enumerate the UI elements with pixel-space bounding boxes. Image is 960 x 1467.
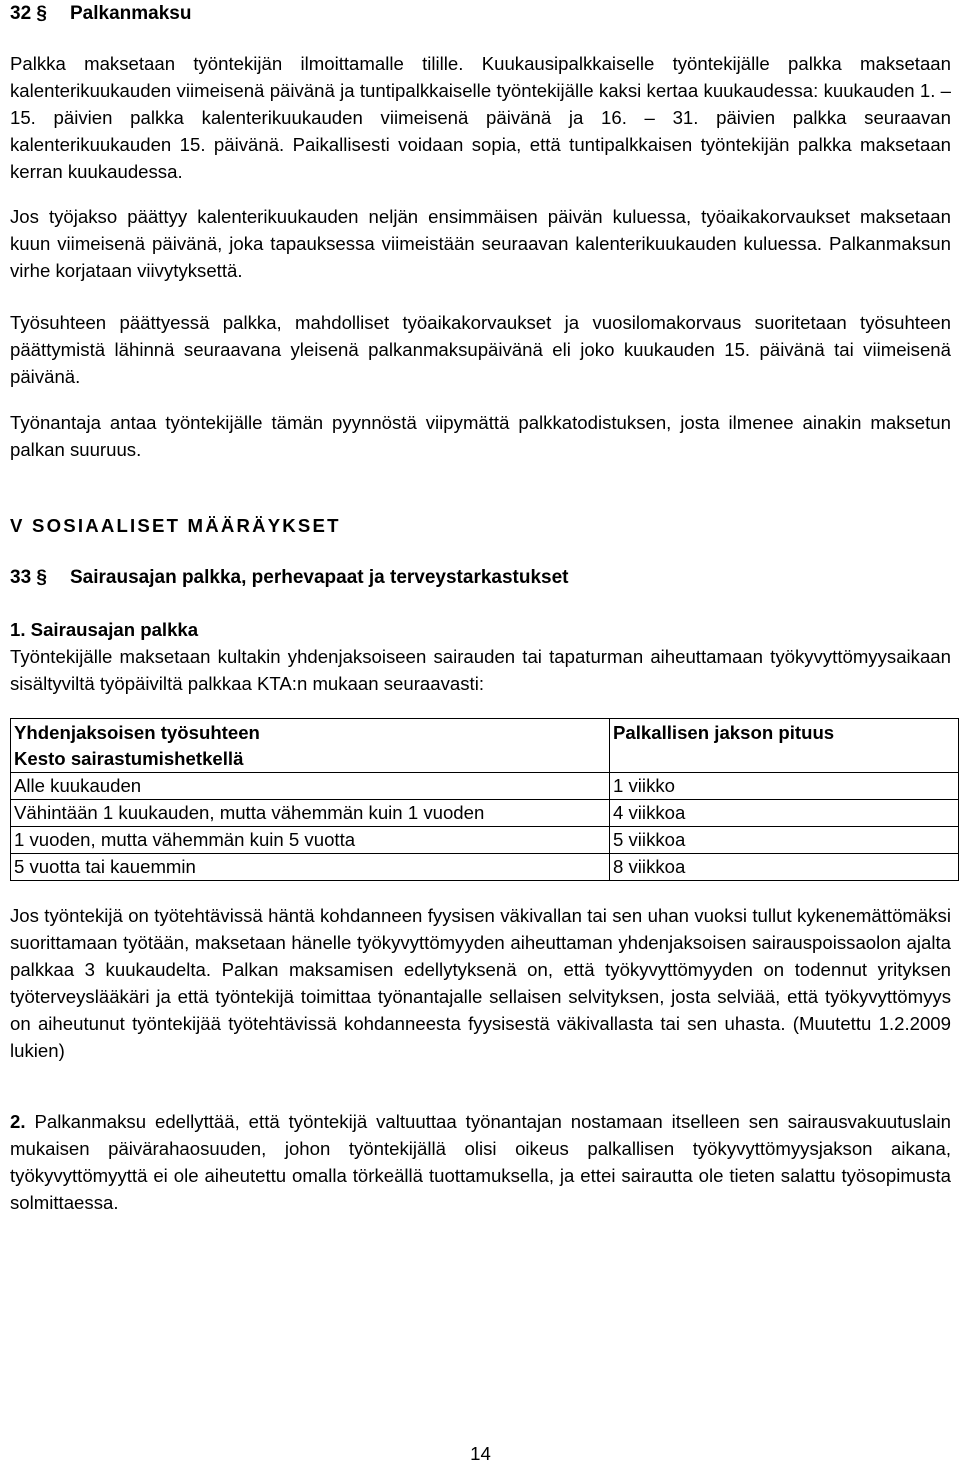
table-row bbox=[11, 827, 959, 854]
item-number: 2. bbox=[10, 1111, 26, 1132]
subsection-sick-pay bbox=[10, 616, 951, 697]
paragraph-text: Työntekijälle maksetaan kultakin yhdenjaksoiseen sairauden tai tapaturman aiheuttamaan työkyvyttömyysaikaan sisältyviltä työpäiviltä palkkaa KTA:n mukaan seuraavasti: bbox=[10, 646, 951, 694]
paragraph-text bbox=[10, 1108, 951, 1216]
paragraph-termination bbox=[10, 309, 951, 390]
paragraph-condition bbox=[10, 1108, 951, 1216]
table-cell-length: 5 viikkoa bbox=[610, 827, 959, 854]
table-row bbox=[11, 773, 959, 800]
table-cell-duration: 1 vuoden, mutta vähemmän kuin 5 vuotta bbox=[11, 827, 610, 854]
paragraph-text: Työnantaja antaa työntekijälle tämän pyynnöstä viipymättä palkkatodistuksen, josta ilmenee ainakin maksetun palkan suuruus. bbox=[10, 412, 951, 460]
chapter-heading: V SOSIAALISET MÄÄRÄYKSET bbox=[10, 515, 341, 536]
heading bbox=[10, 564, 951, 591]
table-cell-length: 8 viikkoa bbox=[610, 854, 959, 881]
paragraph-pay-certificate bbox=[10, 409, 951, 463]
table-header-row bbox=[11, 719, 959, 773]
item-text: Palkanmaksu edellyttää, että työntekijä valtuuttaa työnantajan nostamaan itselleen sen sairausvakuutuslain mukaisen päivärahaosuuden, johon työntekijällä olisi oikeus palkallisen työkyvyttömyysjakson aikana, työkyvyttömyyttä ei ole aiheutettu omalla törkeällä tuottamuksella, ja ettei sairautta ole tieten salattu työsopimusta solmittaessa. bbox=[10, 1111, 952, 1213]
table-header-cell bbox=[11, 719, 610, 773]
paragraph-text: Palkka maksetaan työntekijän ilmoittamalle tilille. Kuukausipalkkaiselle työntekijälle palkka maksetaan kalenterikuukauden viimeisenä päivänä ja tuntipalkkaiselle työntekijälle kaksi kertaa kuukaudessa: kuukauden 1. – 15. päivien palkka kalenterikuukauden viimeisenä päivänä ja 16. – 31. päivien palkka seuraavan kalenterikuukauden 15. päivänä. Paikallisesti voidaan sopia, että tuntipalkkaisen työntekijän palkka maksetaan kerran kuukaudessa. bbox=[10, 53, 951, 182]
paragraph-text: Jos työjakso päättyy kalenterikuukauden neljän ensimmäisen päivän kuluessa, työaikakorvaukset maksetaan kuun viimeisenä päivänä, joka tapauksessa viimeistään seuraavan kalenterikuukauden kuluessa. Palkanmaksun virhe korjataan viivytyksettä. bbox=[10, 206, 951, 281]
page-number: 14 bbox=[470, 1443, 491, 1464]
paragraph-work-period bbox=[10, 203, 951, 284]
table-cell-duration: Vähintään 1 kuukauden, mutta vähemmän kuin 1 vuoden bbox=[11, 800, 610, 827]
section-33-heading bbox=[10, 564, 951, 591]
header-line: Kesto sairastumishetkellä bbox=[14, 748, 244, 769]
section-title: Palkanmaksu bbox=[70, 3, 192, 24]
table-row bbox=[11, 854, 959, 881]
table-cell-length: 1 viikko bbox=[610, 773, 959, 800]
subsection-title: 1. Sairausajan palkka bbox=[10, 619, 199, 640]
sick-pay-table bbox=[10, 718, 959, 881]
paragraph-violence bbox=[10, 902, 951, 1064]
section-32-heading bbox=[10, 0, 951, 27]
paragraph-text: Jos työntekijä on työtehtävissä häntä kohdanneen fyysisen väkivallan tai sen uhan vuoksi tullut kykenemättömäksi suorittamaan työtään, maksetaan hänelle työkyvyttömyyden aiheuttaman yhdenjaksoisen sairauspoissaolon ajalta palkkaa 3 kuukaudelta. Palkan maksamisen edellytyksenä on, että työkyvyttömyyden on todennut yrityksen työterveyslääkäri ja että työntekijä toimittaa työnantajalle sellaisen selvityksen, josta selviää, että työkyvyttömyys on aiheutunut työntekijää työtehtävissä kohdanneesta fyysisestä väkivallasta tai sen uhasta. (Muutettu 1.2.2009 lukien) bbox=[10, 905, 951, 1061]
paragraph-text: Työsuhteen päättyessä palkka, mahdolliset työaikakorvaukset ja vuosilomakorvaus suoritetaan työsuhteen päättymistä lähinnä seuraavana yleisenä palkanmaksupäivänä eli joko kuukauden 15. päivänä tai viimeisenä päivänä. bbox=[10, 312, 951, 387]
table-row bbox=[11, 800, 959, 827]
section-number: 33 § bbox=[10, 567, 47, 588]
table-cell-length: 4 viikkoa bbox=[610, 800, 959, 827]
table-header-cell: Palkallisen jakson pituus bbox=[610, 719, 959, 773]
header-line: Yhdenjaksoisen työsuhteen bbox=[14, 722, 260, 743]
table-cell-duration: 5 vuotta tai kauemmin bbox=[11, 854, 610, 881]
section-title: Sairausajan palkka, perhevapaat ja terveystarkastukset bbox=[70, 567, 569, 588]
heading bbox=[10, 0, 951, 27]
paragraph-payment bbox=[10, 50, 951, 185]
table-cell-duration: Alle kuukauden bbox=[11, 773, 610, 800]
section-number: 32 § bbox=[10, 3, 47, 24]
